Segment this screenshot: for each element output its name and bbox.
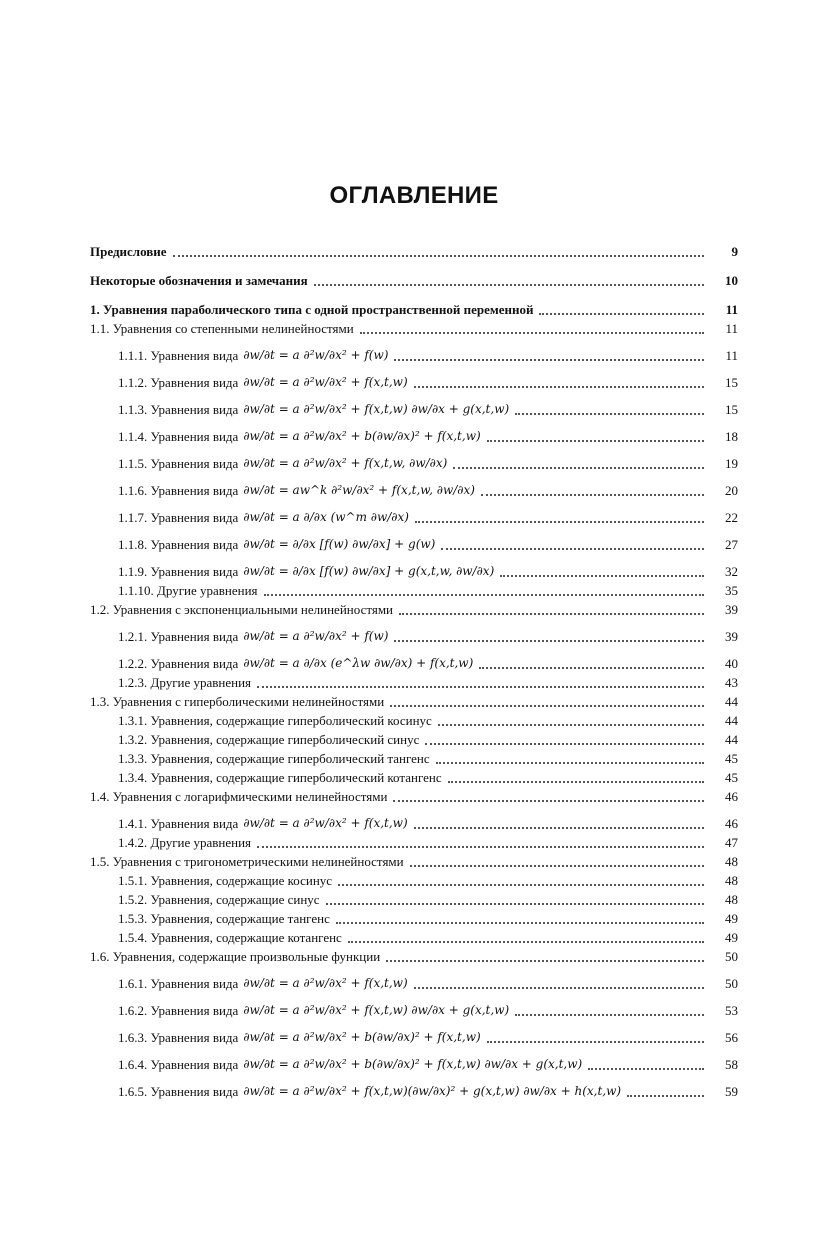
dot-leader <box>479 666 704 669</box>
toc-page-number: 49 <box>725 930 738 945</box>
toc-page-number: 15 <box>725 375 738 390</box>
toc-entry-label: 1.4. Уравнения с логарифмическими нелинейностями <box>90 789 388 804</box>
toc-entry-equation: ∂w/∂t = a ∂²w/∂x² + b(∂w/∂x)² + f(x,t,w) <box>243 1030 481 1044</box>
toc-subsection-entry[interactable] <box>90 1003 738 1018</box>
toc-entry-equation: ∂w/∂t = a ∂²w/∂x² + f(w) <box>243 629 389 643</box>
dot-leader <box>414 385 704 388</box>
toc-page-number: 44 <box>725 732 738 747</box>
toc-page-number: 48 <box>725 892 738 907</box>
toc-entry-label: 1.1.1. Уравнения вида <box>118 348 239 363</box>
toc-subsection-entry[interactable] <box>90 483 738 498</box>
toc-subsection-entry[interactable] <box>90 1030 738 1045</box>
toc-entry-label: 1.1. Уравнения со степенными нелинейностями <box>90 321 354 336</box>
toc-subsection-entry[interactable] <box>90 429 738 444</box>
page-title: ОГЛАВЛЕНИЕ <box>329 182 499 209</box>
toc-page-number: 46 <box>725 816 738 831</box>
toc-entry-equation: ∂w/∂t = a ∂²w/∂x² + f(x,t,w) <box>243 816 408 830</box>
toc-entry-label: 1.5.2. Уравнения, содержащие синус <box>118 892 320 907</box>
toc-entry-label: 1.5.4. Уравнения, содержащие котангенс <box>118 930 342 945</box>
toc-entry-label: 1.6.3. Уравнения вида <box>118 1030 239 1045</box>
dot-leader <box>588 1067 704 1070</box>
dot-leader <box>515 1013 704 1016</box>
toc-chapter-entry[interactable] <box>90 273 738 288</box>
toc-page-number: 39 <box>725 629 738 644</box>
dot-leader <box>394 639 704 642</box>
dot-leader <box>414 826 704 829</box>
toc-entry-label: 1.3. Уравнения с гиперболическими нелинейностями <box>90 694 385 709</box>
dot-leader <box>326 902 704 905</box>
toc-entry-label: Некоторые обозначения и замечания <box>90 273 308 288</box>
dot-leader <box>257 845 704 848</box>
dot-leader <box>425 742 704 745</box>
dot-leader <box>453 466 704 469</box>
toc-entry-label: 1.1.3. Уравнения вида <box>118 402 239 417</box>
dot-leader <box>410 864 704 867</box>
toc-entry-equation: ∂w/∂t = a ∂/∂x (w^m ∂w/∂x) <box>243 510 409 524</box>
toc-page-number: 59 <box>725 1084 738 1099</box>
table-of-contents <box>90 244 738 1099</box>
toc-page-number: 56 <box>725 1030 738 1045</box>
toc-subsection-entry[interactable] <box>90 1057 738 1072</box>
toc-section-entry[interactable] <box>90 694 738 709</box>
toc-page-number: 9 <box>731 244 738 259</box>
toc-page-number: 46 <box>725 789 738 804</box>
dot-leader <box>314 283 704 286</box>
dot-leader <box>627 1094 704 1097</box>
toc-entry-label: 1.3.2. Уравнения, содержащие гиперболический синус <box>118 732 420 747</box>
toc-entry-equation: ∂w/∂t = a ∂²w/∂x² + b(∂w/∂x)² + f(x,t,w) <box>243 429 481 443</box>
dot-leader <box>360 331 704 334</box>
dot-leader <box>500 574 704 577</box>
toc-entry-equation: ∂w/∂t = a ∂/∂x (e^λw ∂w/∂x) + f(x,t,w) <box>243 656 474 670</box>
toc-subsection-entry[interactable] <box>90 835 738 850</box>
toc-entry-label: 1.4.1. Уравнения вида <box>118 816 239 831</box>
toc-subsection-entry[interactable] <box>90 1084 738 1099</box>
toc-page-number: 27 <box>725 537 738 552</box>
toc-subsection-entry[interactable] <box>90 375 738 390</box>
toc-entry-label: 1.1.10. Другие уравнения <box>118 583 258 598</box>
toc-section-entry[interactable] <box>90 949 738 964</box>
toc-entry-equation: ∂w/∂t = ∂/∂x [f(w) ∂w/∂x] + g(x,t,w, ∂w/∂x) <box>243 564 495 578</box>
toc-subsection-entry[interactable] <box>90 892 738 907</box>
toc-subsection-entry[interactable] <box>90 675 738 690</box>
toc-entry-label: 1.1.9. Уравнения вида <box>118 564 239 579</box>
toc-entry-equation: ∂w/∂t = a ∂²w/∂x² + f(x,t,w) <box>243 375 408 389</box>
toc-entry-label: 1.1.7. Уравнения вида <box>118 510 239 525</box>
toc-entry-label: 1.3.1. Уравнения, содержащие гиперболический косинус <box>118 713 432 728</box>
dot-leader <box>441 547 704 550</box>
toc-page-number: 22 <box>725 510 738 525</box>
toc-page-number: 40 <box>725 656 738 671</box>
toc-subsection-entry[interactable] <box>90 816 738 831</box>
toc-page-number: 58 <box>725 1057 738 1072</box>
toc-entry-equation: ∂w/∂t = a ∂²w/∂x² + f(x,t,w) ∂w/∂x + g(x,t,w) <box>243 1003 510 1017</box>
toc-page-number: 43 <box>725 675 738 690</box>
toc-page-number: 19 <box>725 456 738 471</box>
toc-subsection-entry[interactable] <box>90 751 738 766</box>
toc-entry-label: 1.1.8. Уравнения вида <box>118 537 239 552</box>
toc-entry-label: 1.2.2. Уравнения вида <box>118 656 239 671</box>
toc-entry-label: 1.6. Уравнения, содержащие произвольные функции <box>90 949 381 964</box>
toc-page-number: 39 <box>725 602 738 617</box>
toc-subsection-entry[interactable] <box>90 873 738 888</box>
toc-page-number: 11 <box>725 348 738 363</box>
toc-subsection-entry[interactable] <box>90 911 738 926</box>
dot-leader <box>438 723 704 726</box>
toc-page-number: 49 <box>725 911 738 926</box>
toc-chapter-entry[interactable] <box>90 244 738 259</box>
toc-page-number: 48 <box>725 873 738 888</box>
toc-subsection-entry[interactable] <box>90 629 738 644</box>
toc-entry-equation: ∂w/∂t = a ∂²w/∂x² + f(x,t,w) <box>243 976 408 990</box>
toc-page-number: 45 <box>725 751 738 766</box>
toc-subsection-entry[interactable] <box>90 713 738 728</box>
toc-entry-label: 1.6.4. Уравнения вида <box>118 1057 239 1072</box>
toc-page-number: 18 <box>725 429 738 444</box>
toc-entry-label: 1.4.2. Другие уравнения <box>118 835 252 850</box>
toc-entry-equation: ∂w/∂t = a ∂²w/∂x² + f(x,t,w)(∂w/∂x)² + g(x,t,w) ∂w/∂x + h(x,t,w) <box>243 1084 622 1098</box>
toc-entry-equation: ∂w/∂t = ∂/∂x [f(w) ∂w/∂x] + g(w) <box>243 537 436 551</box>
toc-subsection-entry[interactable] <box>90 402 738 417</box>
toc-subsection-entry[interactable] <box>90 537 738 552</box>
dot-leader <box>264 593 704 596</box>
toc-page-number: 15 <box>725 402 738 417</box>
toc-subsection-entry[interactable] <box>90 456 738 471</box>
dot-leader <box>338 883 704 886</box>
toc-section-entry[interactable] <box>90 321 738 336</box>
toc-entry-label: 1.1.5. Уравнения вида <box>118 456 239 471</box>
toc-page-number: 11 <box>725 321 738 336</box>
toc-entry-label: 1.2.3. Другие уравнения <box>118 675 252 690</box>
toc-subsection-entry[interactable] <box>90 770 738 785</box>
toc-subsection-entry[interactable] <box>90 348 738 363</box>
dot-leader <box>539 312 704 315</box>
dot-leader <box>257 685 704 688</box>
toc-entry-label: 1.5. Уравнения с тригонометрическими нелинейностями <box>90 854 404 869</box>
dot-leader <box>515 412 704 415</box>
toc-entry-label: 1.1.4. Уравнения вида <box>118 429 239 444</box>
toc-page-number: 50 <box>725 976 738 991</box>
toc-entry-equation: ∂w/∂t = aw^k ∂²w/∂x² + f(x,t,w, ∂w/∂x) <box>243 483 475 497</box>
toc-subsection-entry[interactable] <box>90 656 738 671</box>
toc-page-number: 11 <box>725 302 738 317</box>
toc-entry-label: 1.3.3. Уравнения, содержащие гиперболический тангенс <box>118 751 430 766</box>
toc-page-number: 48 <box>725 854 738 869</box>
toc-page-number: 20 <box>725 483 738 498</box>
toc-section-entry[interactable] <box>90 602 738 617</box>
toc-entry-label: 1.5.3. Уравнения, содержащие тангенс <box>118 911 330 926</box>
toc-subsection-entry[interactable] <box>90 732 738 747</box>
dot-leader <box>487 1040 704 1043</box>
dot-leader <box>394 358 704 361</box>
toc-entry-label: 1.1.6. Уравнения вида <box>118 483 239 498</box>
dot-leader <box>436 761 704 764</box>
toc-page-number: 50 <box>725 949 738 964</box>
dot-leader <box>390 704 704 707</box>
dot-leader <box>386 959 704 962</box>
dot-leader <box>414 986 704 989</box>
dot-leader <box>173 254 704 257</box>
toc-entry-label: 1.1.2. Уравнения вида <box>118 375 239 390</box>
dot-leader <box>481 493 704 496</box>
toc-section-entry[interactable] <box>90 789 738 804</box>
toc-entry-equation: ∂w/∂t = a ∂²w/∂x² + f(x,t,w) ∂w/∂x + g(x,t,w) <box>243 402 510 416</box>
toc-subsection-entry[interactable] <box>90 564 738 579</box>
toc-entry-label: 1.5.1. Уравнения, содержащие косинус <box>118 873 333 888</box>
dot-leader <box>448 780 704 783</box>
toc-entry-label: 1. Уравнения параболического типа с одной пространственной переменной <box>90 302 534 317</box>
toc-section-entry[interactable] <box>90 854 738 869</box>
toc-entry-label: 1.2. Уравнения с экспоненциальными нелинейностями <box>90 602 394 617</box>
toc-subsection-entry[interactable] <box>90 976 738 991</box>
toc-subsection-entry[interactable] <box>90 583 738 598</box>
toc-page-number: 10 <box>725 273 738 288</box>
toc-page-number: 44 <box>725 713 738 728</box>
dot-leader <box>487 439 704 442</box>
toc-page-number: 32 <box>725 564 738 579</box>
toc-entry-label: Предисловие <box>90 244 167 259</box>
dot-leader <box>393 799 704 802</box>
toc-entry-label: 1.6.5. Уравнения вида <box>118 1084 239 1099</box>
toc-entry-equation: ∂w/∂t = a ∂²w/∂x² + f(w) <box>243 348 389 362</box>
dot-leader <box>348 940 704 943</box>
toc-entry-label: 1.3.4. Уравнения, содержащие гиперболический котангенс <box>118 770 442 785</box>
toc-entry-equation: ∂w/∂t = a ∂²w/∂x² + f(x,t,w, ∂w/∂x) <box>243 456 448 470</box>
toc-page-number: 47 <box>725 835 738 850</box>
toc-page-number: 44 <box>725 694 738 709</box>
toc-page-number: 45 <box>725 770 738 785</box>
toc-subsection-entry[interactable] <box>90 930 738 945</box>
toc-entry-label: 1.2.1. Уравнения вида <box>118 629 239 644</box>
toc-subsection-entry[interactable] <box>90 510 738 525</box>
dot-leader <box>415 520 704 523</box>
toc-entry-equation: ∂w/∂t = a ∂²w/∂x² + b(∂w/∂x)² + f(x,t,w) ∂w/∂x + g(x,t,w) <box>243 1057 583 1071</box>
dot-leader <box>336 921 704 924</box>
toc-entry-label: 1.6.1. Уравнения вида <box>118 976 239 991</box>
toc-chapter-entry[interactable] <box>90 302 738 317</box>
toc-page-number: 53 <box>725 1003 738 1018</box>
toc-entry-label: 1.6.2. Уравнения вида <box>118 1003 239 1018</box>
toc-page-number: 35 <box>725 583 738 598</box>
dot-leader <box>399 612 704 615</box>
